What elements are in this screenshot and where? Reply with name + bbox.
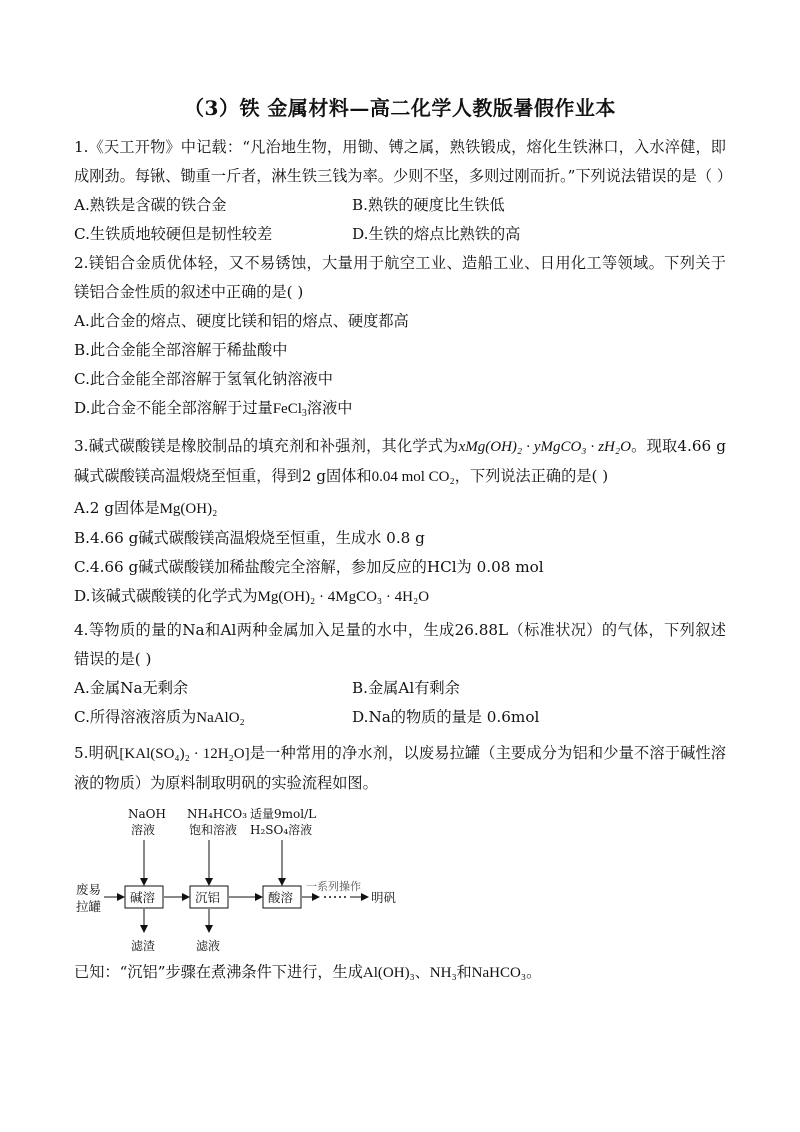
question-2-option-d-suffix: 溶液中 bbox=[306, 399, 353, 417]
flow-diagram bbox=[74, 804, 726, 954]
question-3-option-d-formula: Mg(OH)₂ · 4MgCO₃ · 4H₂O bbox=[257, 589, 430, 605]
question-3-stem-mid: 。现取4.66 g碱式碳酸镁高温煅烧至恒重，得到2 g固体和 bbox=[74, 437, 726, 485]
flow-reagent-1-line2: 溶液 bbox=[131, 823, 156, 837]
question-4-option-a: A.金属Na无剩余 bbox=[74, 679, 189, 697]
question-5-known-pre: 已知：“沉铝”步骤在煮沸条件下进行，生成 bbox=[74, 963, 363, 981]
question-1-stem: 1.《天工开物》中记载：“凡治地生物，用锄、镈之属，熟铁锻成，熔化生铁淋口，入水淬健，即成刚劲。每锹、锄重一斤者，淋生铁三钱为率。少则不坚，多则过刚而折。”下列说法错误的是（ ） bbox=[74, 138, 733, 185]
question-3-co2: 0.04 mol CO₂ bbox=[371, 469, 455, 485]
question-3-stem-post: ，下列说法正确的是( ) bbox=[454, 467, 609, 485]
question-4-option-b: B.金属Al有剩余 bbox=[352, 679, 460, 697]
question-3-option-a bbox=[74, 494, 726, 524]
question-1-options-ab bbox=[74, 191, 726, 220]
question-2-option-a: A.此合金的熔点、硬度比镁和铝的熔点、硬度都高 bbox=[74, 312, 409, 330]
question-3-stem-pre: 3.碱式碳酸镁是橡胶制品的填充剂和补强剂，其化学式为 bbox=[74, 437, 459, 455]
question-4-option-d: D.Na的物质的量是 0.6mol bbox=[352, 708, 540, 726]
question-5-known-post: 。 bbox=[526, 963, 542, 981]
question-5-alum-formula: [KAl(SO₄)₂ · 12H₂O] bbox=[119, 746, 250, 762]
question-3 bbox=[74, 432, 726, 612]
question-2-option-d-formula bbox=[273, 401, 307, 417]
question-4-option-c-formula: NaAlO₂ bbox=[196, 710, 245, 726]
flow-reagent-3-line1: 适量9mol/L bbox=[250, 807, 317, 821]
flow-waste-1: 滤渣 bbox=[131, 939, 156, 953]
flow-box-3-label: 酸溶 bbox=[268, 890, 294, 905]
page-title: （3）铁 金属材料—高二化学人教版暑假作业本 bbox=[184, 96, 616, 120]
question-3-option-a-text: A.2 g固体是 bbox=[74, 499, 160, 517]
question-5-stem bbox=[74, 739, 726, 798]
flow-product: 明矾 bbox=[371, 890, 397, 905]
flow-box-1-label: 碱溶 bbox=[130, 890, 156, 905]
question-5-known bbox=[74, 958, 726, 988]
flow-input-line2: 拉罐 bbox=[76, 899, 102, 914]
question-4-options-ab bbox=[74, 674, 726, 703]
flow-reagent-2-line1: NH₄HCO₃ bbox=[187, 807, 248, 821]
question-4-option-c-text: C.所得溶液溶质为 bbox=[74, 708, 197, 726]
question-2-option-b: B.此合金能全部溶解于稀盐酸中 bbox=[74, 341, 288, 359]
flow-input-line1: 废易 bbox=[76, 882, 102, 897]
question-3-formula: xMg(OH)₂ · yMgCO₃ · zH₂O bbox=[458, 439, 631, 455]
question-2-option-d bbox=[74, 394, 726, 428]
flow-reagent-2-line2: 饱和溶液 bbox=[189, 823, 238, 837]
question-2-option-d-text: D.此合金不能全部溶解于过量 bbox=[74, 399, 273, 417]
question-2-stem: 2.镁铝合金质优体轻，又不易锈蚀，大量用于航空工业、造船工业、日用化工等领域。下列关于镁铝合金性质的叙述中正确的是( ) bbox=[74, 254, 726, 301]
question-1-option-a: A.熟铁是含碳的铁合金 bbox=[74, 196, 227, 214]
question-4 bbox=[74, 616, 726, 733]
question-3-option-c: C.4.66 g碱式碳酸镁加稀盐酸完全溶解，参加反应的HCl为 0.08 mol bbox=[74, 558, 544, 576]
flow-box-2-label: 沉铝 bbox=[195, 890, 221, 905]
flow-reagent-3-line2: H₂SO₄溶液 bbox=[250, 823, 313, 837]
question-1-options-cd bbox=[74, 220, 726, 249]
question-5-stem-post: 是一种常用的净水剂，以废易拉罐（主要成分为铝和少量不溶于碱性溶液的物质）为原料制取明矾的实验流程如图。 bbox=[74, 744, 726, 792]
question-1-option-b: B.熟铁的硬度比生铁低 bbox=[352, 196, 505, 214]
question-4-option-c bbox=[74, 703, 352, 733]
question-5-known-formula: Al(OH)₃、NH₃和NaHCO₃ bbox=[362, 965, 527, 981]
question-3-option-b: B.4.66 g碱式碳酸镁高温煅烧至恒重，生成水 0.8 g bbox=[74, 529, 425, 547]
question-2-option-c: C.此合金能全部溶解于氢氧化钠溶液中 bbox=[74, 370, 333, 388]
flow-operations-label: 一系列操作 bbox=[306, 880, 361, 893]
question-1 bbox=[74, 133, 733, 249]
question-4-options-cd bbox=[74, 703, 726, 733]
question-5-stem-pre: 5.明矾 bbox=[74, 744, 120, 762]
question-5 bbox=[74, 739, 726, 988]
fecl-subscript: 3 bbox=[301, 408, 307, 419]
question-3-option-d bbox=[74, 582, 726, 612]
question-3-stem bbox=[74, 432, 726, 492]
question-1-option-d: D.生铁的熔点比熟铁的高 bbox=[352, 225, 521, 243]
flow-waste-2: 滤液 bbox=[196, 939, 221, 953]
flow-reagent-1-line1: NaOH bbox=[128, 807, 166, 821]
question-1-option-c: C.生铁质地较硬但是韧性较差 bbox=[74, 225, 273, 243]
document-page bbox=[74, 92, 733, 988]
question-2 bbox=[74, 249, 726, 428]
fecl-symbol: FeCl bbox=[272, 401, 302, 417]
flow-diagram-svg bbox=[74, 804, 474, 954]
question-3-option-a-formula: Mg(OH)₂ bbox=[159, 501, 218, 517]
question-4-stem: 4.等物质的量的Na和Al两种金属加入足量的水中，生成26.88L（标准状况）的气体，下列叙述错误的是( ) bbox=[74, 621, 726, 668]
question-3-option-d-text: D.该碱式碳酸镁的化学式为 bbox=[74, 587, 258, 605]
